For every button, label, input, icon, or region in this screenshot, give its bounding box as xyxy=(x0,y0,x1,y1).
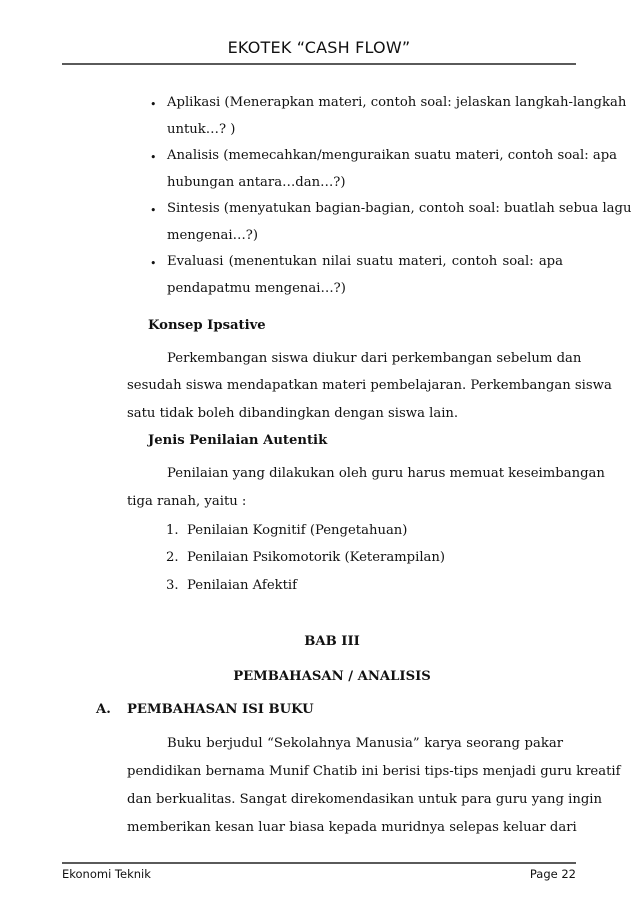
chapter-subtitle: PEMBAHASAN / ANALISIS xyxy=(233,669,431,684)
bullet-1-line2: untuk…? ) xyxy=(167,122,236,137)
bullet-icon: • xyxy=(150,151,157,164)
bullet-icon: • xyxy=(150,257,157,270)
ipsative-heading: Konsep Ipsative xyxy=(148,318,266,333)
footer-left-text: Ekonomi Teknik xyxy=(62,867,151,881)
list-item-number: 2. xyxy=(166,550,179,565)
list-item-text: Penilaian Kognitif (Pengetahuan) xyxy=(187,523,408,538)
autentik-line-1: Penilaian yang dilakukan oleh guru harus memuat keseimbangan xyxy=(167,466,605,481)
ipsative-line-1: Perkembangan siswa diukur dari perkembangan sebelum dan xyxy=(167,351,582,366)
bullet-4-line2: pendapatmu mengenai…?) xyxy=(167,281,346,296)
header-divider xyxy=(62,63,576,65)
autentik-heading: Jenis Penilaian Autentik xyxy=(148,433,328,448)
bullet-icon: • xyxy=(150,204,157,217)
section-a-line-1: Buku berjudul “Sekolahnya Manusia” karya seorang pakar xyxy=(167,736,563,751)
bullet-2-line2: hubungan antara…dan…?) xyxy=(167,175,346,190)
bullet-icon: • xyxy=(150,98,157,111)
list-item-number: 1. xyxy=(166,523,179,538)
page-header-title: EKOTEK “CASH FLOW” xyxy=(227,38,411,57)
list-item-text: Penilaian Psikomotorik (Keterampilan) xyxy=(187,550,446,565)
ipsative-line-2: sesudah siswa mendapatkan materi pembelajaran. Perkembangan siswa xyxy=(127,378,612,393)
bullet-3-line2: mengenai…?) xyxy=(167,228,259,243)
chapter-title: BAB III xyxy=(304,634,360,649)
bullet-4-line1: Evaluasi (menentukan nilai suatu materi, contoh soal: apa xyxy=(167,254,563,269)
section-heading: PEMBAHASAN ISI BUKU xyxy=(127,702,314,717)
section-a-line-4: memberikan kesan luar biasa kepada muridnya selepas keluar dari xyxy=(127,820,577,835)
section-label: A. xyxy=(96,702,111,717)
list-item-text: Penilaian Afektif xyxy=(187,578,298,593)
bullet-1-line1: Aplikasi (Menerapkan materi, contoh soal: jelaskan langkah-langkah xyxy=(167,95,627,110)
bullet-3-line1: Sintesis (menyatukan bagian-bagian, contoh soal: buatlah sebua lagu xyxy=(167,201,632,216)
bullet-2-line1: Analisis (memecahkan/menguraikan suatu materi, contoh soal: apa xyxy=(167,148,618,163)
section-a-line-3: dan berkualitas. Sangat direkomendasikan untuk para guru yang ingin xyxy=(127,792,603,807)
autentik-line-2: tiga ranah, yaitu : xyxy=(127,494,247,509)
section-a-line-2: pendidikan bernama Munif Chatib ini berisi tips-tips menjadi guru kreatif xyxy=(127,764,621,779)
page-number: Page 22 xyxy=(529,867,576,881)
list-item-number: 3. xyxy=(166,578,179,593)
ipsative-line-3: satu tidak boleh dibandingkan dengan siswa lain. xyxy=(127,406,459,421)
footer-divider xyxy=(62,862,576,864)
